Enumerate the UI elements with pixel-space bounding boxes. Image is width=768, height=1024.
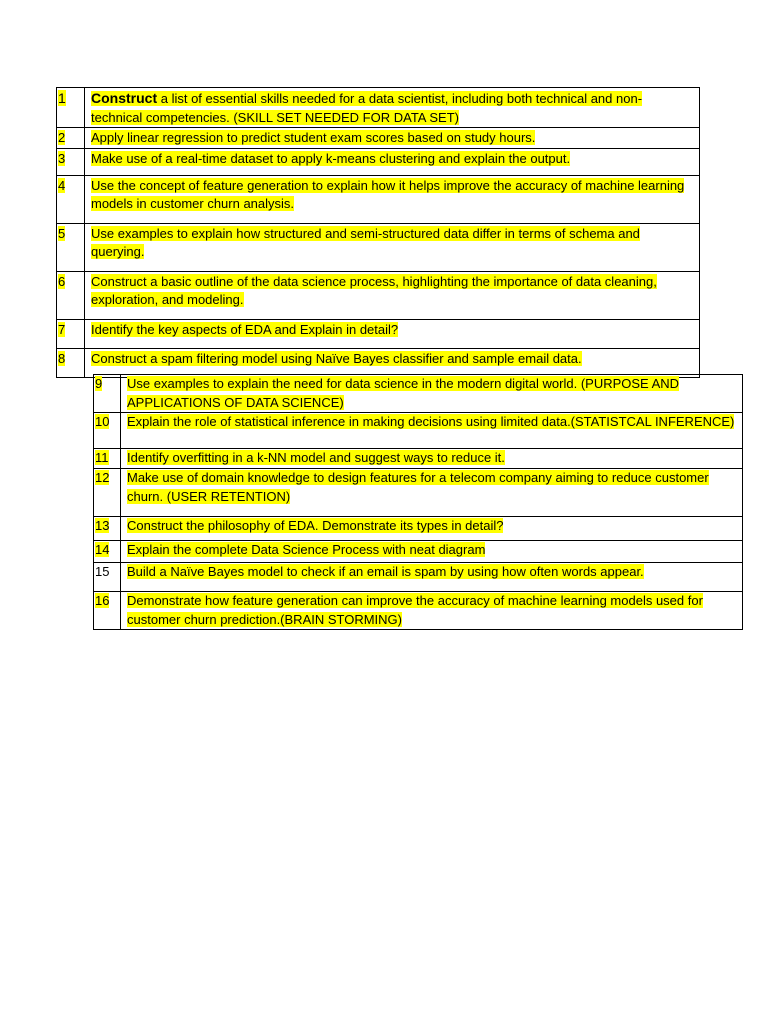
question-text: Make use of domain knowledge to design features for a telecom company aiming to reduce customer churn. (USER RETENTION) (121, 469, 743, 517)
question-number: 3 (57, 148, 85, 175)
question-text: Identify the key aspects of EDA and Explain in detail? (85, 319, 700, 348)
table-row (57, 128, 700, 149)
question-text: Build a Naïve Bayes model to check if an email is spam by using how often words appear. (121, 563, 743, 592)
question-number: 10 (94, 413, 121, 449)
table-row (94, 517, 743, 541)
question-text: Construct a spam filtering model using Naïve Bayes classifier and sample email data. (85, 348, 700, 377)
question-number: 8 (57, 348, 85, 377)
question-text: Identify overfitting in a k-NN model and suggest ways to reduce it. (121, 449, 743, 469)
question-text: Use examples to explain the need for data science in the modern digital world. (PURPOSE AND APPLICATIONS OF DATA SCIENCE) (121, 375, 743, 413)
question-text: Explain the complete Data Science Process with neat diagram (121, 541, 743, 563)
question-text: Use the concept of feature generation to explain how it helps improve the accuracy of machine learning models in customer churn analysis. (85, 175, 700, 223)
question-number: 11 (94, 449, 121, 469)
question-table-1 (56, 87, 700, 378)
question-number: 4 (57, 175, 85, 223)
question-number: 13 (94, 517, 121, 541)
question-text: Make use of a real-time dataset to apply k-means clustering and explain the output. (85, 148, 700, 175)
question-keyword: Construct (91, 90, 158, 106)
question-number: 12 (94, 469, 121, 517)
table-row (94, 375, 743, 413)
question-number: 2 (57, 128, 85, 149)
question-number: 6 (57, 271, 85, 319)
table-row (57, 88, 700, 128)
question-number: 7 (57, 319, 85, 348)
table-row (94, 563, 743, 592)
table-row (57, 223, 700, 271)
table-row (94, 449, 743, 469)
table-row (57, 271, 700, 319)
question-number: 14 (94, 541, 121, 563)
table-row (94, 592, 743, 630)
question-text: Construct a list of essential skills needed for a data scientist, including both technical and non-technical competencies. (SKILL SET NEEDED FOR DATA SET) (85, 88, 700, 128)
question-number: 9 (94, 375, 121, 413)
question-number: 15 (94, 563, 121, 592)
question-text: Construct the philosophy of EDA. Demonstrate its types in detail? (121, 517, 743, 541)
question-text: Explain the role of statistical inference in making decisions using limited data.(STATISTCAL INFERENCE) (121, 413, 743, 449)
table-row (94, 541, 743, 563)
table-row (94, 469, 743, 517)
question-text: Use examples to explain how structured and semi-structured data differ in terms of schema and querying. (85, 223, 700, 271)
question-text: Apply linear regression to predict student exam scores based on study hours. (85, 128, 700, 149)
question-number: 1 (57, 88, 85, 128)
question-text: Demonstrate how feature generation can improve the accuracy of machine learning models used for customer churn prediction.(BRAIN STORMING) (121, 592, 743, 630)
table-row (57, 348, 700, 377)
question-number: 16 (94, 592, 121, 630)
question-text: Construct a basic outline of the data science process, highlighting the importance of data cleaning, exploration, and modeling. (85, 271, 700, 319)
table-row (57, 148, 700, 175)
question-number: 5 (57, 223, 85, 271)
table-row (57, 319, 700, 348)
table-row (94, 413, 743, 449)
table-row (57, 175, 700, 223)
question-table-2 (93, 374, 743, 630)
